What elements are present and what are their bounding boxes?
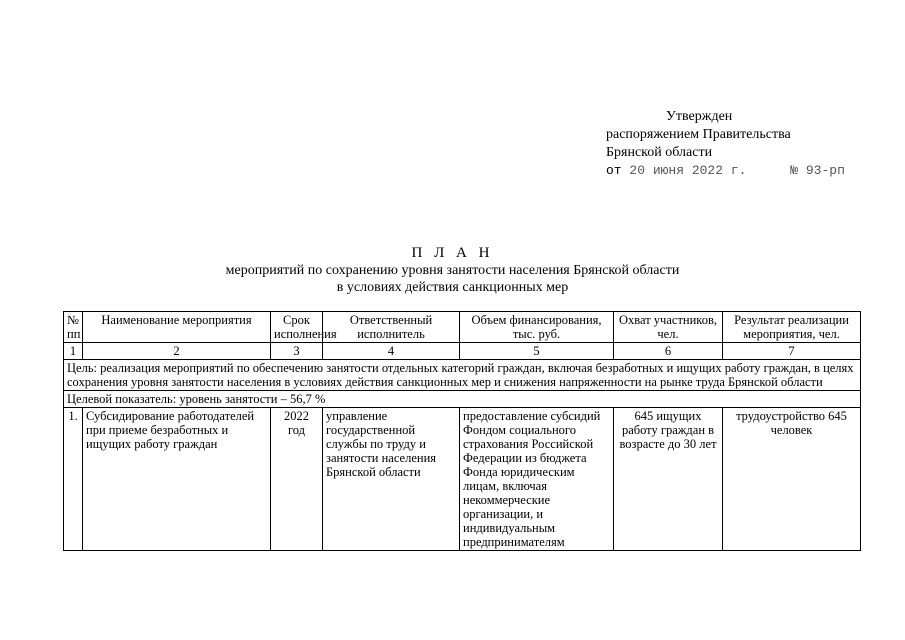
- goal-row: [64, 360, 861, 391]
- index-cell: 1: [64, 343, 83, 360]
- approval-stamp: [606, 108, 845, 180]
- header-name: Наименование мероприятия: [83, 312, 271, 343]
- date-prefix: от: [606, 163, 622, 178]
- table-row: [64, 408, 861, 551]
- index-cell: 7: [723, 343, 861, 360]
- header-result: Результат реализации мероприятия, чел.: [723, 312, 861, 343]
- approval-date-line: [606, 162, 845, 180]
- target-text: Целевой показатель: уровень занятости – 56,7 %: [64, 391, 861, 408]
- row-coverage: 645 ищущих работу граждан в возрасте до 30 лет: [614, 408, 723, 551]
- table-header-row: [64, 312, 861, 343]
- approval-date: 20 июня 2022 г.: [629, 163, 747, 178]
- document-title: [0, 245, 905, 296]
- header-coverage: Охват участников, чел.: [614, 312, 723, 343]
- approval-number: № 93-рп: [790, 163, 845, 178]
- approval-title: Утвержден: [666, 109, 733, 124]
- plan-table: [63, 311, 861, 551]
- title-context: в условиях действия санкционных мер: [336, 280, 569, 295]
- index-cell: 4: [323, 343, 460, 360]
- row-result: трудоустройство 645 человек: [723, 408, 861, 551]
- index-cell: 5: [460, 343, 614, 360]
- row-financing: предоставление субсидий Фондом социального страхования Российской Федерации из бюджета Фонда юридическим лицам, включая некоммерческие организации, и индивидуальным предпринимателям: [460, 408, 614, 551]
- header-term: Срок исполнения: [271, 312, 323, 343]
- header-num: № пп: [64, 312, 83, 343]
- row-term: 2022 год: [271, 408, 323, 551]
- row-name: Субсидирование работодателей при приеме безработных и ищущих работу граждан: [83, 408, 271, 551]
- index-cell: 2: [83, 343, 271, 360]
- row-executor: управление государственной службы по труду и занятости населения Брянской области: [323, 408, 460, 551]
- target-row: [64, 391, 861, 408]
- approval-authority: распоряжением Правительства: [606, 127, 791, 142]
- title-subject: мероприятий по сохранению уровня занятости населения Брянской области: [225, 263, 680, 278]
- goal-text: Цель: реализация мероприятий по обеспечению занятости отдельных категорий граждан, включая безработных и ищущих работу граждан, в целях сохранения уровня занятости населения в условиях действия санкционных мер и снижения напряженности на рынке труда Брянской области: [64, 360, 861, 391]
- row-num: 1.: [64, 408, 83, 551]
- header-executor: Ответственный исполнитель: [323, 312, 460, 343]
- approval-region: Брянской области: [606, 145, 713, 160]
- index-cell: 6: [614, 343, 723, 360]
- table-index-row: [64, 343, 861, 360]
- header-financing: Объем финансирования, тыс. руб.: [460, 312, 614, 343]
- title-plan: П Л А Н: [411, 245, 494, 261]
- index-cell: 3: [271, 343, 323, 360]
